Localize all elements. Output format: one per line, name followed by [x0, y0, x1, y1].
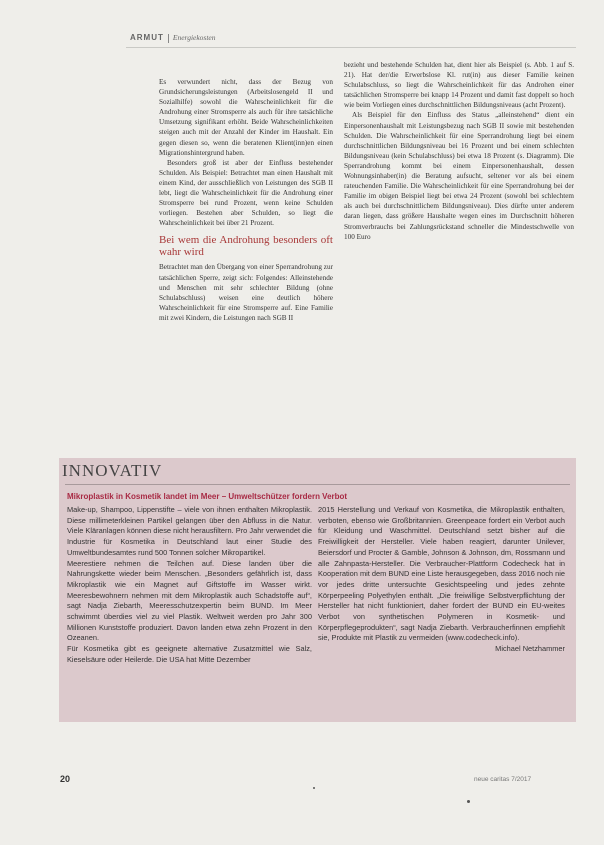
- box-paragraph: Make-up, Shampoo, Lippenstifte – viele von ihnen enthalten Mikroplastik. Diese millimeterkleinen Partikel gelangen über den Abfluss in die Natur. Viele Kläranlagen können diese nicht herausfiltern. Pro Jahr verwendet die Industrie für Kosmetika in Deutschland laut einer Studie des Umweltbundesamtes rund 500 Tonnen solcher Mikropartikel.: [67, 505, 312, 557]
- running-header: [130, 33, 590, 45]
- article-column-left: [159, 77, 333, 357]
- speck-mark: [313, 787, 315, 789]
- header-rule: [126, 47, 576, 48]
- box-rule: [65, 484, 570, 485]
- header-divider: [168, 34, 169, 43]
- article-paragraph: Es verwundert nicht, dass der Bezug von Grundsicherungsleistungen (Arbeitslosengeld II und Sozialhilfe) sowohl die Wahrscheinlichkeit für die Androhung einer Stromsperre als auch für ihre tatsächliche Umsetzung signifikant erhöht. Beide Wahrscheinlichkeiten steigen auch mit der Anzahl der Kinder im Haushalt. Ein gegen diesen so, wenn die beratenen Klient(inn)en einen Migrationshintergrund haben.: [159, 78, 333, 157]
- speck-mark: [467, 800, 470, 803]
- page-number: 20: [60, 774, 71, 784]
- box-paragraph: Meerestiere nehmen die Teilchen auf. Diese landen über die Nahrungskette wieder beim Menschen. „Besonders gefährlich ist, dass Mikroplastik wie ein Magnet auf Giftstoffe im Wasser wirkt. Meeresbewohnern nehmen mit dem Mikroplastik auch Schadstoffe auf“, sagt Nadja Ziebarth, Meeresschutzexpertin beim BUND. Im Meer schwimmt überdies viel zu viel Plastik. Weltweit werden pro Jahr 300 Millionen Kunststoffe produziert. Davon landen etwa zehn Prozent in den Ozeanen.: [67, 558, 312, 643]
- box-column-left: [67, 505, 312, 715]
- author-credit: Michael Netzhammer: [495, 644, 565, 654]
- box-paragraph: Für Kosmetika gibt es geeignete alternative Zusatzmittel wie Salz, Kieselsäure oder Heilerde. Die USA hat Mitte Dezember: [67, 644, 312, 664]
- section-label: ARMUT: [130, 33, 164, 42]
- article-paragraph: bezieht und bestehende Schulden hat, dient hier als Beispiel (s. Abb. 1 auf S. 21). Hat der/die Erwerbslose Kl. rut(in) aus dieser Familie keinen Schulabschluss, so liegt die Wahrscheinlichkeit für das Androhen einer tatsächlichen Stromsperre bei knapp 14 Prozent und damit fast doppelt so hoch wie beim Vorliegen eines durchschnittlichen Bildungsniveaus (acht Prozent).: [344, 61, 574, 110]
- article-paragraph: Besonders groß ist aber der Einfluss bestehender Schulden. Als Beispiel: Betrachtet man einen Haushalt mit einem Kind, der ausschließlich von Leistungen des SGB II lebt, liegt die Wahrscheinlichkeit für die Androhung einer Stromsperre bei rund Prozent, wenn keine Schulden vorliegen. Bestehen aber Schulden, so liegt die Wahrscheinlichkeit bei über 21 Prozent.: [159, 158, 333, 228]
- article-column-right: [344, 60, 574, 358]
- article-subheading: Bei wem die Androhung besonders oft wahr wird: [159, 234, 333, 259]
- box-column-right: [318, 505, 565, 715]
- article-paragraph: Als Beispiel für den Einfluss des Status „alleinstehend“ dient ein Einpersonenhaushalt mit Leistungsbezug nach SGB II sowie mit bestehenden Schulden. Die Wahrscheinlichkeit für eine Sperrandrohung liegt bei einem durchschnittlichen Bildungsniveau bei 16 Prozent und bei einem schlechten Bildungsniveau (kein Schulabschluss) bei etwa 18 Prozent (s. Diagramm). Die Sperrandrohung kommt bei einem Einpersonenhaushalt, dessen Wohnungsinhaber(in) die Beratung aufsucht, seltener vor als bei einem rateuchenden Familie. Die Wahrscheinlichkeit für eine Sperrandrohung bei der Familie im obigen Beispiel liegt bei etwa 24 Prozent (sowohl bei schlechtem als auch bei durchschnittlichem Bildungsniveau). Dies dürfte unter anderem daran liegen, dass größere Haushalte wegen eines im Durchschnitt höheren Stromverbrauchs bei Zahlungsrückstand schneller die Mindestschwelle von 100 Euro: [344, 111, 574, 241]
- box-paragraph: 2015 Herstellung und Verkauf von Kosmetika, die Mikroplastik enthalten, verboten, ebenso wie Großbritannien. Greenpeace fordert ein Verbot auch für Kleidung und Waschmittel. Deutschland setzt bisher auf die Freiwilligkeit der Hersteller. Viele haben reagiert, darunter Unilever, Beiersdorf und Procter & Gamble, Johnson & Johnson, dm, Rossmann und alle Zahnpasta-Hersteller. Die Verbraucher-Plattform Codecheck hat in Kooperation mit dem BUND eine Liste herausgegeben, dass 2016 noch nie vor jedes dritte untersuchte Gesichtspeeling und jedes zehnte Körperpeeling Polyethylen enthält. „Die freiwillige Selbstverpflichtung der Hersteller hat nicht funktioniert, daher fordert der BUND ein EU-weites Verbot von synthetischen Polymeren in Kosmetik- und Körperpflegeprodukten“, sagt Nadja Ziebarth. Verbraucherfinnen empfiehlt sie, Produkte mit Plastik zu vermeiden (www.codecheck.info).: [318, 505, 565, 643]
- topic-label: Energiekosten: [172, 33, 216, 42]
- magazine-issue: neue caritas 7/2017: [474, 776, 532, 783]
- box-subtitle: Mikroplastik in Kosmetik landet im Meer – Umweltschützer fordern Verbot: [67, 492, 348, 501]
- article-paragraph: Betrachtet man den Übergang von einer Sperrandrohung zur tatsächlichen Sperre, zeigt sich: Folgendes: Alleinstehende und Menschen mit sehr schlechter Bildung (ohne Schulabschluss) weisen eine deutlich höhere Wahrscheinlichkeit für eine Stromsperre auf. Eine Familie mit zwei Kindern, die Leistungen nach SGB II: [159, 263, 333, 322]
- box-title: INNOVATIV: [62, 461, 163, 480]
